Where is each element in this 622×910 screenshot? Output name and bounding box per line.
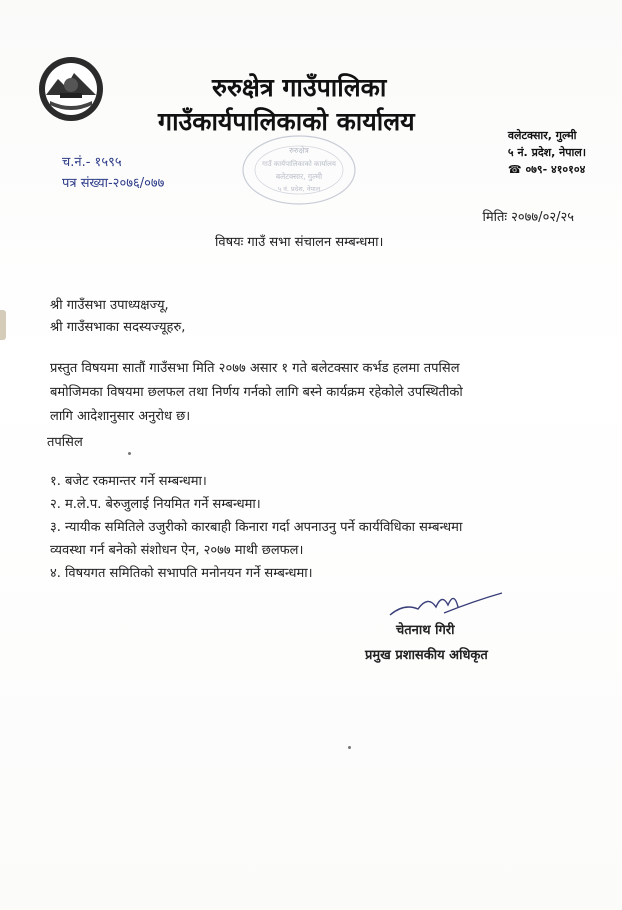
paper-edge-mark	[0, 310, 6, 340]
address-line-2: ५ नं. प्रदेश, नेपाल।	[507, 146, 586, 159]
paper-speck	[348, 746, 351, 749]
paper-speck	[128, 452, 131, 455]
agenda-item-3: ३. न्यायीक समितिले उजुरीको कारबाही किनारा गर्दा अपनाउनु पर्ने कार्यविधिका सम्बन्धमा	[50, 520, 463, 535]
letter-number: पत्र संख्या-२०७६/०७७	[62, 176, 165, 191]
office-address	[508, 127, 586, 178]
signatory-designation: प्रमुख प्रशासकीय अधिकृत	[365, 648, 488, 663]
signatory-name: चेतनाथ गिरी	[396, 623, 455, 638]
recipients	[50, 295, 185, 339]
agenda-item-1: १. बजेट रकमान्तर गर्ने सम्बन्धमा।	[50, 474, 207, 489]
stamp-line-4: ५ नं. प्रदेश, नेपाल	[277, 185, 321, 193]
office-stamp	[240, 133, 358, 208]
address-line-1: वलेटक्सार, गुल्मी	[507, 129, 577, 142]
tapasil-heading: तपसिल	[47, 435, 83, 450]
reference-block	[62, 152, 164, 194]
letter-subject: विषयः गाउँ सभा संचालन सम्बन्धमा।	[215, 235, 384, 250]
municipality-name: रुरुक्षेत्र गाउँपालिका	[212, 73, 387, 102]
office-name: गाउँकार्यपालिकाको कार्यालय	[158, 107, 415, 136]
agenda-list	[50, 470, 462, 585]
recipient-2: श्री गाउँसभाका सदस्यज्यूहरु,	[50, 320, 186, 335]
ch-number: च.नं.- १५९५	[62, 155, 122, 170]
phone-number: ☎ ०७९- ४१०१०४	[507, 163, 586, 176]
body-line-2: बमोजिमका विषयमा छलफल तथा निर्णय गर्नको लागि बस्ने कार्यक्रम रहेकोले उपस्थितीको	[50, 385, 463, 400]
signature	[384, 585, 504, 625]
agenda-item-4: ४. विषयगत समितिको सभापति मनोनयन गर्ने सम्बन्धमा।	[50, 566, 313, 581]
body-line-1: प्रस्तुत विषयमा सातौं गाउँसभा मिति २०७७ असार १ गते बलेटक्सार कर्भड हलमा तपसिल	[50, 361, 460, 376]
letter-body	[50, 357, 570, 429]
agenda-item-2: २. म.ले.प. बेरुजुलाई नियमित गर्ने सम्बन्धमा।	[50, 497, 261, 512]
recipient-1: श्री गाउँसभा उपाध्यक्षज्यू,	[50, 298, 169, 313]
municipality-emblem-icon	[36, 55, 106, 123]
letter-date: मितिः २०७७/०२/२५	[482, 210, 574, 225]
agenda-item-3-cont: व्यवस्था गर्न बनेको संशोधन ऐन, २०७७ माथी छलफल।	[50, 543, 304, 558]
stamp-line-3: बलेटक्सार, गुल्मी	[275, 172, 323, 181]
body-line-3: लागि आदेशानुसार अनुरोध छ।	[50, 409, 191, 424]
stamp-line-2: गाउँ कार्यपालिकाको कार्यालय	[262, 160, 336, 168]
stamp-line-1: रुरुक्षेत्र	[289, 146, 309, 155]
